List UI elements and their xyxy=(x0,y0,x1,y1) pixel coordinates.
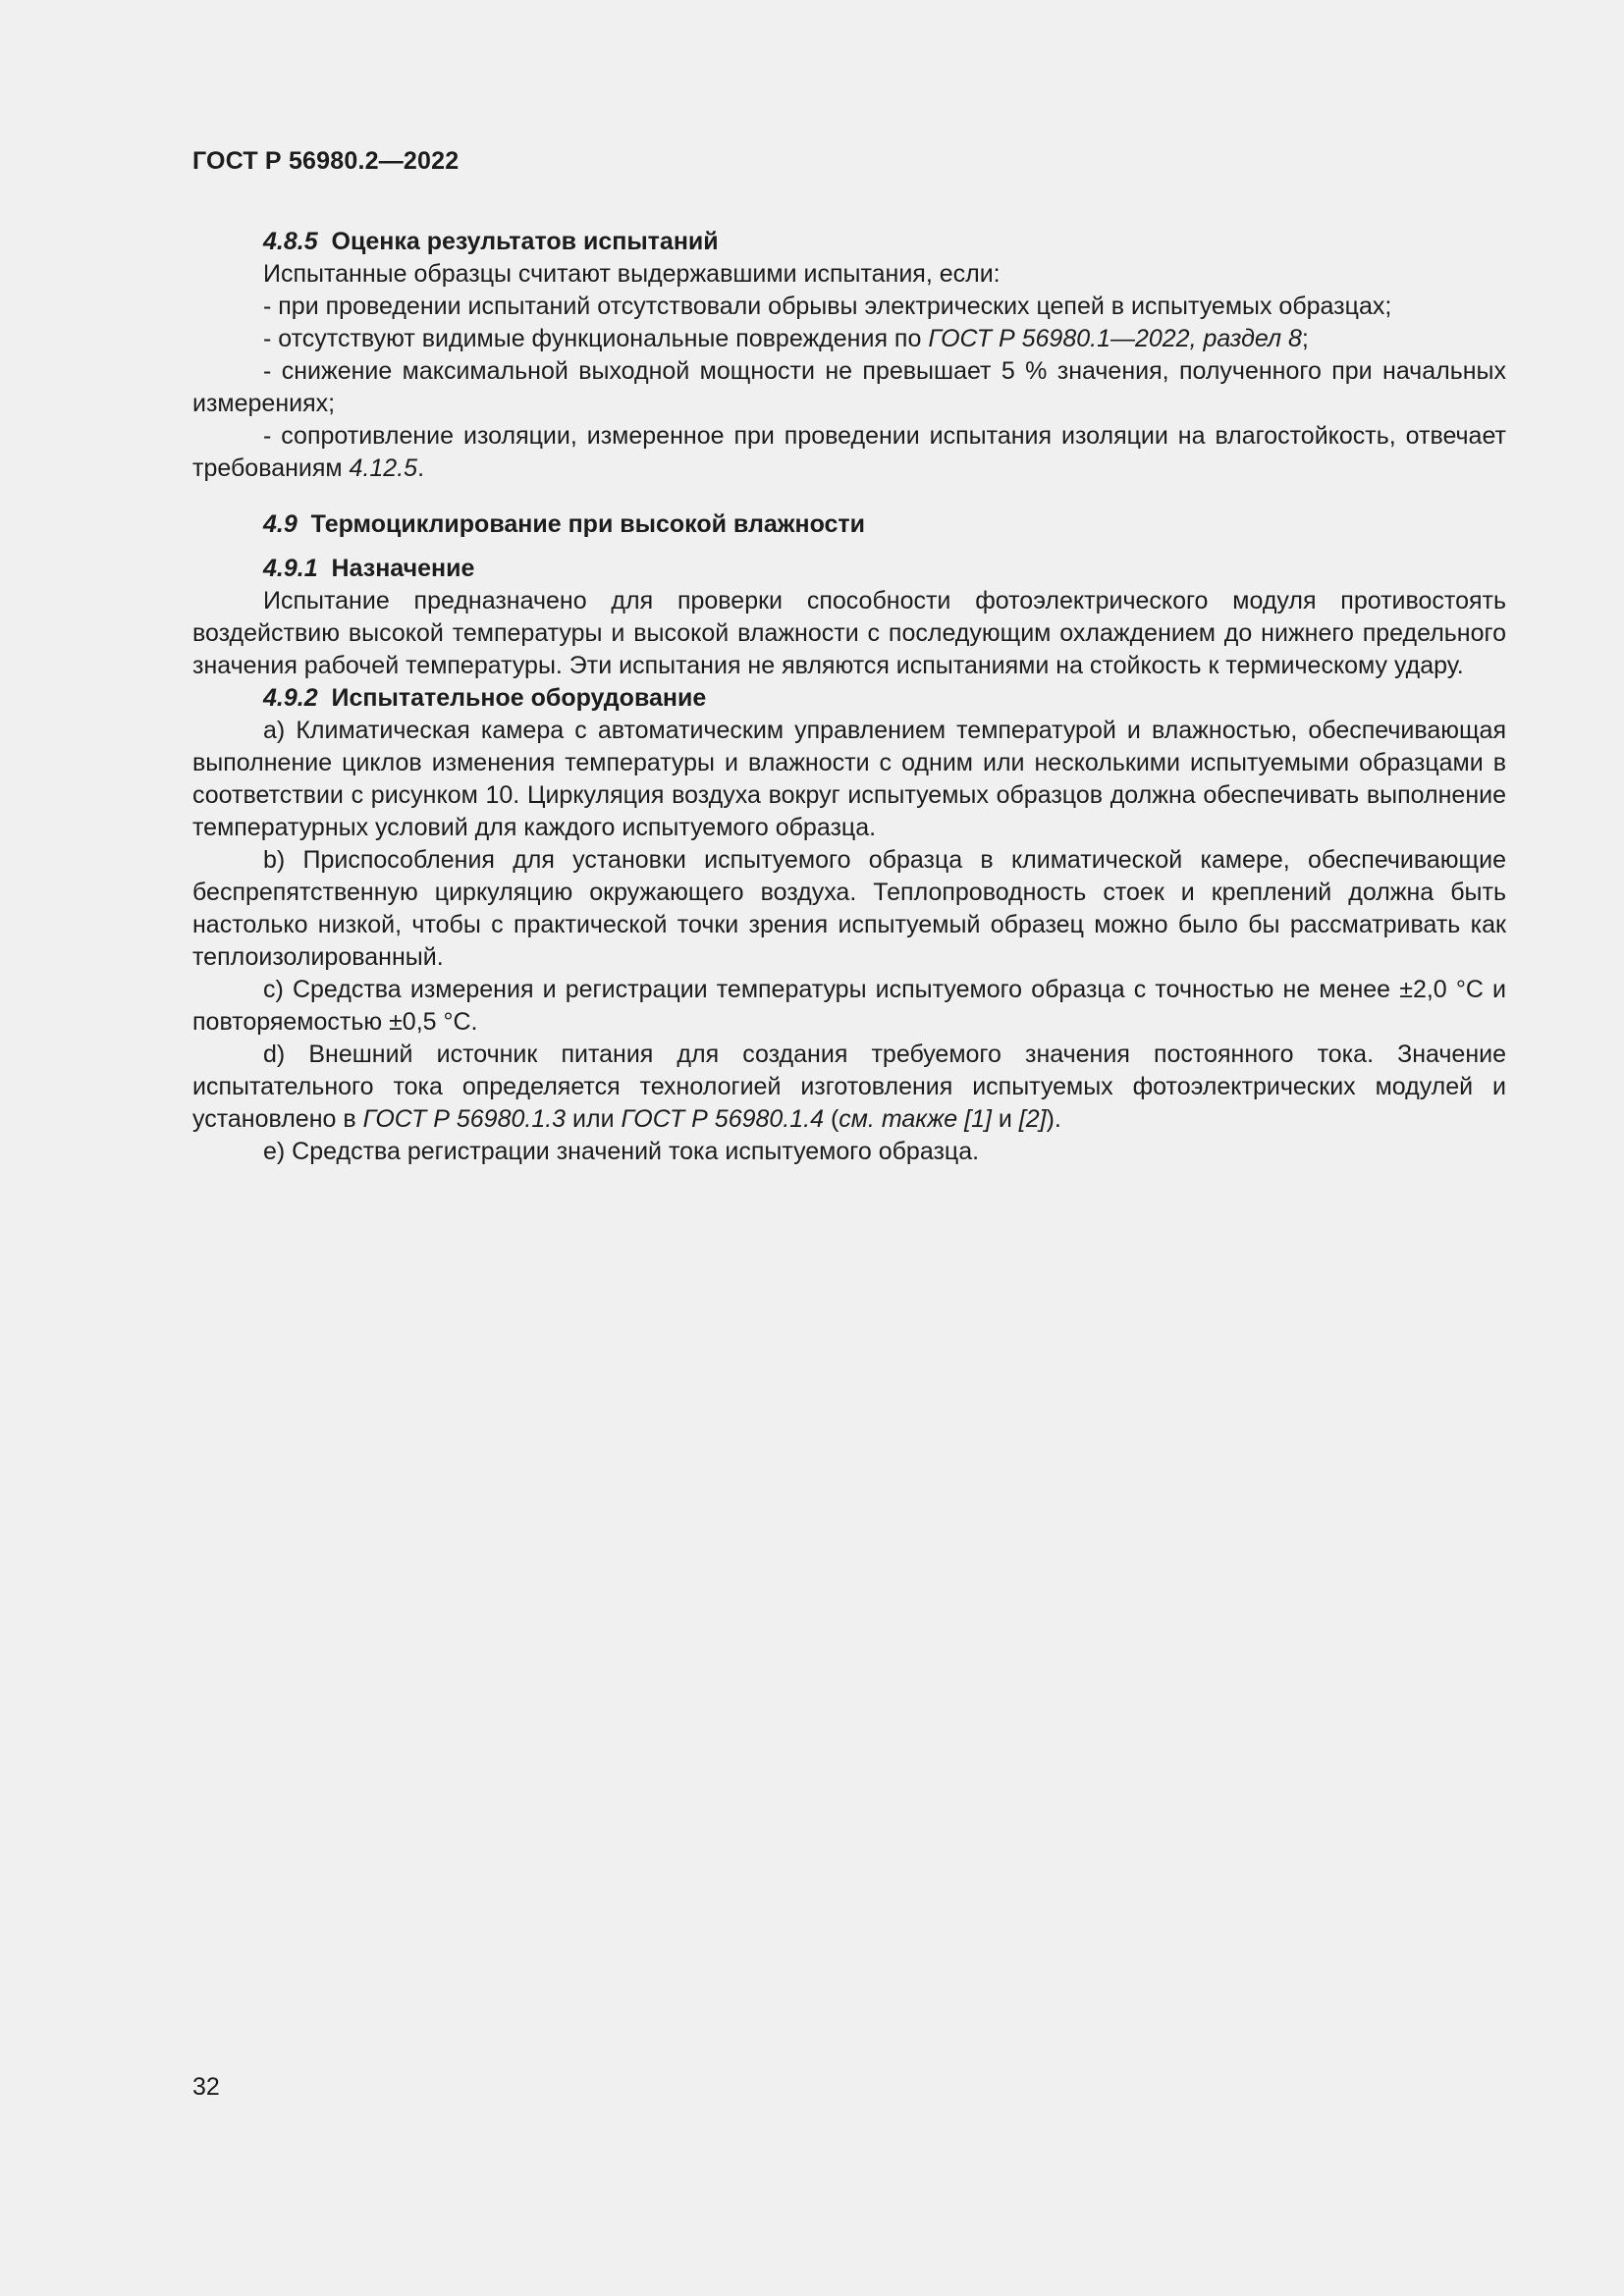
section-number: 4.9 xyxy=(263,510,298,538)
text-run: - отсутствуют видимые функциональные повреждения по xyxy=(263,325,929,352)
heading-4-8-5 xyxy=(192,226,1506,258)
standard-reference: ГОСТ Р 56980.1.4 xyxy=(621,1105,825,1133)
clause-reference: 4.12.5 xyxy=(349,454,418,482)
heading-4-9-1 xyxy=(192,553,1506,585)
heading-4-9 xyxy=(192,508,1506,541)
list-item-b: b) Приспособления для установки испытуемого образца в климатической камере, обеспечивающие беспрепятственную циркуляцию окружающего воздуха. Теплопроводность стоек и креплений должна быть настолько низкой, чтобы с практической точки зрения испытуемый образец можно было бы рассматривать как теплоизолированный. xyxy=(192,846,1506,971)
list-item: - при проведении испытаний отсутствовали обрывы электрических цепей в испытуемых образцах; xyxy=(263,293,1392,320)
text-run: - сопротивление изоляции, измеренное при проведении испытания изоляции на влагостойкость, отвечает требованиям xyxy=(192,422,1506,482)
page-content xyxy=(192,226,1506,1168)
text-run: или xyxy=(566,1105,622,1133)
text-run: . xyxy=(417,454,425,482)
section-title: Термоциклирование при высокой влажности xyxy=(310,510,866,538)
standard-reference: ГОСТ Р 56980.1.3 xyxy=(362,1105,567,1133)
list-item-a: a) Климатическая камера с автоматическим управлением температурой и влажностью, обеспечивающая выполнение циклов изменения температуры и влажности с одним или несколькими испытуемыми образцами в соответствии с рисунком 10. Циркуляция воздуха вокруг испытуемых образцов должна обеспечивать выполнение температурных условий для каждого испытуемого образца. xyxy=(192,717,1506,841)
list-item: - снижение максимальной выходной мощности не превышает 5 % значения, полученного при начальных измерениях; xyxy=(192,357,1506,417)
section-number: 4.9.2 xyxy=(263,684,318,712)
page-header: ГОСТ Р 56980.2—2022 xyxy=(192,147,460,175)
section-title: Испытательное оборудование xyxy=(331,684,707,712)
section-title: Оценка результатов испытаний xyxy=(331,228,719,255)
bibliography-reference: [2] xyxy=(1018,1105,1047,1133)
list-item xyxy=(192,420,1506,485)
list-item xyxy=(192,323,1506,355)
paragraph: Испытанные образцы считают выдержавшими испытания, если: xyxy=(263,260,1001,288)
text-run: ; xyxy=(1301,325,1309,352)
text-run: и xyxy=(991,1105,1019,1133)
list-item-e: e) Средства регистрации значений тока испытуемого образца. xyxy=(263,1138,980,1165)
section-number: 4.9.1 xyxy=(263,555,318,582)
text-run: d) Внешний источник питания для создания требуемого значения постоянного тока. Значение испытательного тока определяется технологией изготовления испытуемых фотоэлектрических модулей и установлено в xyxy=(192,1041,1506,1133)
list-item-c: c) Средства измерения и регистрации температуры испытуемого образца с точностью не менее ±2,0 °С и повторяемостью ±0,5 °С. xyxy=(192,976,1506,1036)
page-number: 32 xyxy=(192,2073,220,2101)
heading-4-9-2 xyxy=(192,682,1506,715)
list-item-d xyxy=(192,1039,1506,1136)
section-title: Назначение xyxy=(331,555,475,582)
section-number: 4.8.5 xyxy=(263,228,318,255)
bibliography-reference: см. также [1] xyxy=(839,1105,992,1133)
paragraph: Испытание предназначено для проверки способности фотоэлектрического модуля противостоять воздействию высокой температуры и высокой влажности с последующим охлаждением до нижнего предельного значения рабочей температуры. Эти испытания не являются испытаниями на стойкость к термическому удару. xyxy=(192,587,1506,679)
text-run: ). xyxy=(1046,1105,1061,1133)
standard-reference: ГОСТ Р 56980.1—2022, раздел 8 xyxy=(928,325,1302,352)
text-run: ( xyxy=(824,1105,839,1133)
